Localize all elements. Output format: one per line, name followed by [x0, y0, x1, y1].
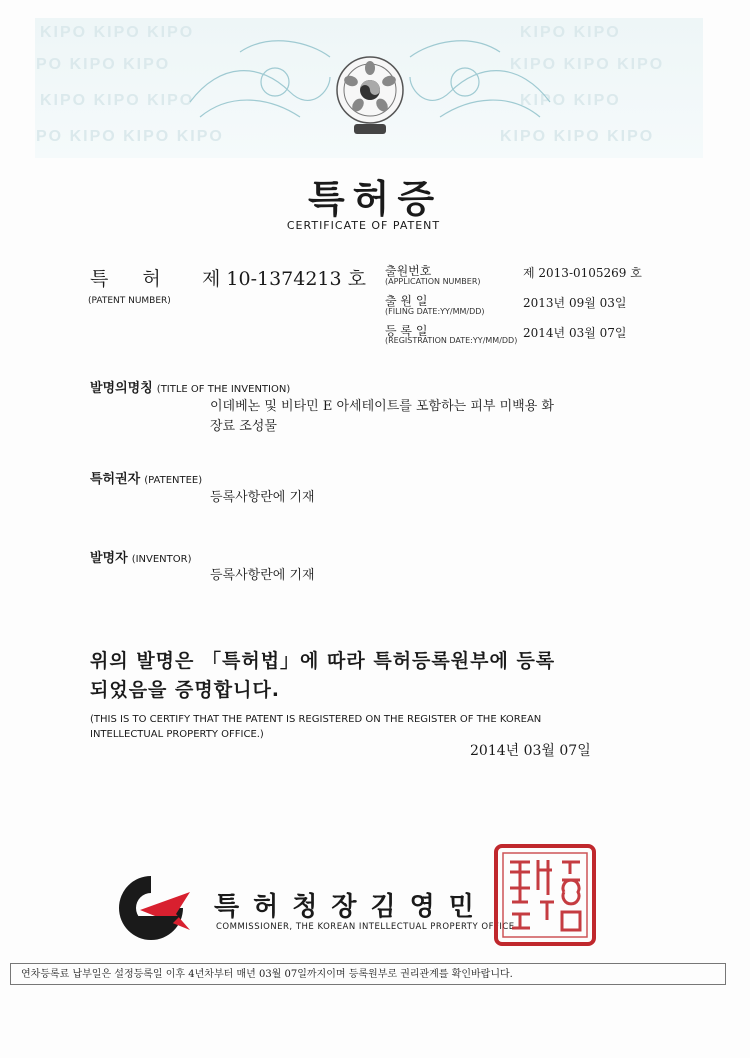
document-subtitle: CERTIFICATE OF PATENT — [286, 219, 441, 232]
watermark-text: KIPO KIPO KIPO — [500, 128, 655, 145]
patent-number: 제 10-1374213 호 — [202, 268, 367, 290]
application-number-label: 출원번호 — [385, 264, 432, 278]
official-seal-icon — [490, 840, 600, 950]
document-title: 특허증 — [307, 177, 443, 221]
watermark-text: KIPO KIPO KIPO — [40, 92, 195, 109]
filing-date-label: 출 원 일 — [385, 294, 428, 308]
watermark-text: PO KIPO KIPO — [36, 56, 171, 73]
application-number-value: 제 2013-0105269 호 — [523, 266, 642, 280]
commissioner-name: 특허청장김영민 — [214, 892, 488, 922]
registration-date-value: 2014년 03월 07일 — [523, 326, 627, 340]
watermark-text: KIPO KIPO KIPO — [510, 56, 665, 73]
certification-english-line: (THIS IS TO CERTIFY THAT THE PATENT IS REGISTERED ON THE REGISTER OF THE KOREAN — [90, 714, 542, 725]
registration-date-label-en: (REGISTRATION DATE:YY/MM/DD) — [385, 336, 518, 345]
certification-english-line: INTELLECTUAL PROPERTY OFFICE.) — [90, 729, 264, 740]
patentee-heading — [90, 468, 202, 487]
invention-title-line: 이데베논 및 비타민 E 아세테이트를 포함하는 피부 미백용 화 — [210, 399, 554, 414]
inventor-heading — [90, 547, 192, 566]
kipo-logo-icon — [110, 870, 192, 942]
registration-date-label: 등 록 일 — [385, 324, 428, 338]
watermark-text: KIPO KIPO — [520, 92, 621, 109]
commissioner-title-en: COMMISSIONER, THE KOREAN INTELLECTUAL PROPERTY OFFICE — [216, 922, 515, 932]
patentee-value: 등록사항란에 기재 — [210, 490, 315, 505]
patent-label-en: (PATENT NUMBER) — [88, 296, 171, 306]
certification-text-line: 되었음을 증명합니다. — [90, 679, 281, 701]
certification-date: 2014년 03월 07일 — [470, 743, 591, 759]
application-number-label-en: (APPLICATION NUMBER) — [385, 277, 481, 286]
invention-heading — [90, 377, 290, 396]
patent-label: 특 허 — [90, 268, 175, 290]
inventor-value: 등록사항란에 기재 — [210, 568, 315, 583]
certification-text-line: 위의 발명은 「특허법」에 따라 특허등록원부에 등록 — [90, 650, 556, 672]
government-emblem-icon — [330, 50, 410, 140]
inventor-label: 발명자 — [90, 551, 128, 566]
watermark-text: PO KIPO KIPO KIPO — [36, 128, 224, 145]
watermark-text: KIPO KIPO — [520, 24, 621, 41]
invention-title-line: 장료 조성물 — [210, 419, 277, 434]
patentee-label-en: (PATENTEE) — [144, 475, 203, 486]
patentee-label: 특허권자 — [90, 472, 141, 487]
filing-date-value: 2013년 09월 03일 — [523, 296, 627, 310]
inventor-label-en: (INVENTOR) — [131, 554, 192, 565]
watermark-text: KIPO KIPO KIPO — [40, 24, 195, 41]
invention-label-en: (TITLE OF THE INVENTION) — [156, 384, 291, 395]
footer-note: 연차등록료 납부일은 설정등록일 이후 4년차부터 매년 03월 07일까지이며 등록원부로 권리관계를 확인바랍니다. — [10, 963, 726, 985]
filing-date-label-en: (FILING DATE:YY/MM/DD) — [385, 307, 485, 316]
invention-label: 발명의명칭 — [90, 381, 153, 396]
